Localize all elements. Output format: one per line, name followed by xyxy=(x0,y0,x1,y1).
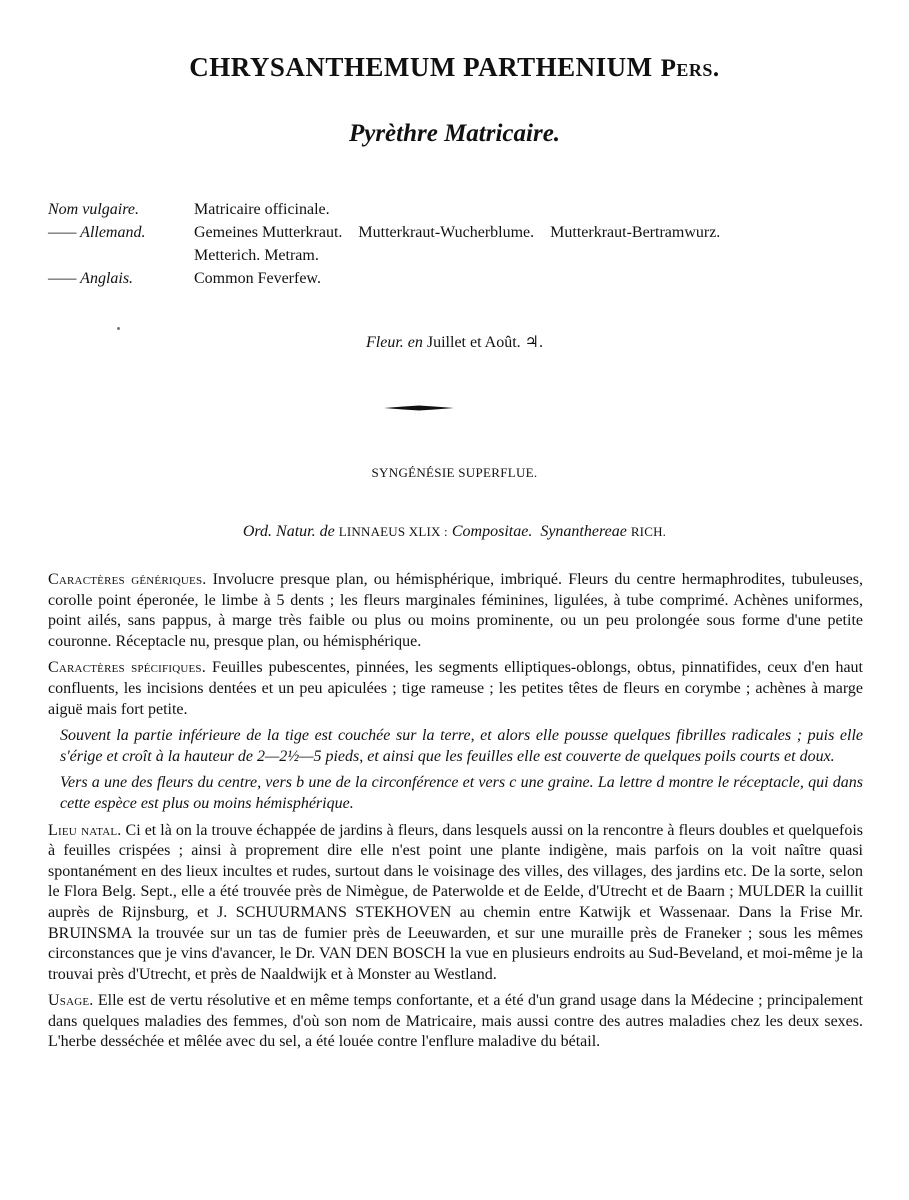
specific-characters xyxy=(48,658,863,720)
page-subtitle: Pyrèthre Matricaire. xyxy=(348,120,561,147)
name-row xyxy=(48,221,720,244)
order-linnaeus: LINNAEUS XLIX : xyxy=(338,524,448,539)
figure-note: Vers a une des fleurs du centre, vers b une de la circonférence et vers c une graine. La lettre d montre le réceptacle, qui dans cette espèce est plus ou moins hémisphérique. xyxy=(60,774,863,812)
name-label xyxy=(48,244,194,267)
order-family-2: Synanthereae xyxy=(540,523,627,540)
habitat-text: Ci et là on la trouve échappée de jardins à fleurs, dans lesquels aussi on la rencontre à fleurs doubles et quelquefois à feuilles crispées ; ainsi à proprement dire elle n'est point une plante indigène, mais parfois on la voit naître quasi spontanément en des lieux incultes et rudes, surtout dans le voisinage des villes, des villages, des jardins etc. De la sorte, selon le Flora Belg. Sept., elle a été trouvée près de Nimègue, de Paterwolde et de Eelde, d'Utrecht et de Baarn ; MULDER la cuillit auprès de Rijnsburg, et J. SCHUURMANS STEKHOVEN au chemin entre Katwijk et Wassenaar. Dans la Frise Mr. BRUINSMA la trouvée sur un tas de fumier près de Leeuwarden, et sur une muraille près de Franeker ; sous les mêmes circonstances que je vins d'avancer, le Dr. VAN DEN BOSCH la vue en plusieurs endroits au Sud-Beveland, et moi-même je la trouvai près d'Utrecht, et près de Naaldwijk et à Monster au Westland. xyxy=(48,821,863,983)
generic-characters xyxy=(48,570,863,652)
common-names xyxy=(48,198,720,290)
page-title xyxy=(0,52,909,83)
flowering-text: Juillet et Août. xyxy=(426,334,521,351)
name-value-1: Gemeines Mutterkraut. xyxy=(194,224,343,241)
name-value: Common Feverfew. xyxy=(194,270,321,287)
order-family: Compositae. xyxy=(451,523,533,540)
name-row xyxy=(48,244,720,267)
generic-text: Involucre presque plan, ou hémisphérique, imbriqué. Fleurs du centre hermaphrodites, tubuleuses, corolle point éperonée, le limbe à 5 dents ; les fleurs marginales féminines, ligulées, à tube comprimé. Achènes uniformes, point ailés, sans pappus, à marge très faible ou plus ou moins prominente, ou un peu prolongée sous forme d'une petite couronne. Réceptacle nu, presque plan, ou hémisphérique. xyxy=(48,571,864,650)
title-author: Pers. xyxy=(660,55,720,82)
name-value-3: Mutterkraut-Bertramwurz. xyxy=(550,224,721,241)
ornament-divider xyxy=(384,405,454,411)
generic-lead: Caractères génériques. xyxy=(48,571,207,588)
usage xyxy=(48,991,863,1053)
title-main: CHRYSANTHEMUM PARTHENIUM xyxy=(189,52,653,82)
name-row xyxy=(48,198,720,221)
perennial-symbol: ♃. xyxy=(524,334,543,351)
order-prefix: Ord. Natur. de xyxy=(242,523,335,540)
name-label: —— Anglais. xyxy=(48,270,134,287)
speck-mark xyxy=(117,327,120,330)
usage-lead: Usage. xyxy=(48,992,94,1010)
name-label: —— Allemand. xyxy=(48,224,146,241)
name-value: Matricaire officinale. xyxy=(194,201,330,218)
flowering-label: Fleur. en xyxy=(366,334,423,351)
name-value xyxy=(194,221,720,244)
name-value-2: Mutterkraut-Wucherblume. xyxy=(358,224,535,241)
name-row xyxy=(48,267,720,290)
description-body xyxy=(48,570,863,1059)
natural-order xyxy=(0,523,909,541)
habitat xyxy=(48,821,863,986)
name-label: Nom vulgaire. xyxy=(48,201,139,218)
linnaean-class: SYNGÉNÉSIE SUPERFLUE. xyxy=(371,465,538,480)
name-value: Metterich. Metram. xyxy=(194,247,319,264)
order-rich: RICH. xyxy=(630,524,667,539)
flowering-line xyxy=(0,332,909,352)
specific-text: Feuilles pubescentes, pinnées, les segments elliptiques-oblongs, obtus, pinnatifides, ceux d'en haut confluents, les incisions dentées et un peu apiculées ; tige rameuse ; les petites têtes de fleurs en corymbe ; achènes à marge aiguë mais fort petite. xyxy=(48,659,864,718)
usage-text: Elle est de vertu résolutive et en même temps confortante, et a été d'un grand usage dans la Médecine ; principalement dans quelques maladies des femmes, d'où son nom de Matricaire, mais aussi contre des autres maladies chez les deux sexes. L'herbe desséchée et mêlée avec du sel, a été louée contre l'enflure maladive du bétail. xyxy=(48,992,863,1051)
growth-note: Souvent la partie inférieure de la tige est couchée sur la terre, et alors elle pousse quelques fibrilles radicales ; puis elle s'érige et croît à la hauteur de 2—2½—5 pieds, et ainsi que les feuilles elle est couverte de quelques poils courts et doux. xyxy=(60,727,863,765)
specific-lead: Caractères spécifiques. xyxy=(48,659,206,677)
habitat-lead: Lieu natal. xyxy=(48,821,122,839)
common-names-table xyxy=(48,198,720,290)
